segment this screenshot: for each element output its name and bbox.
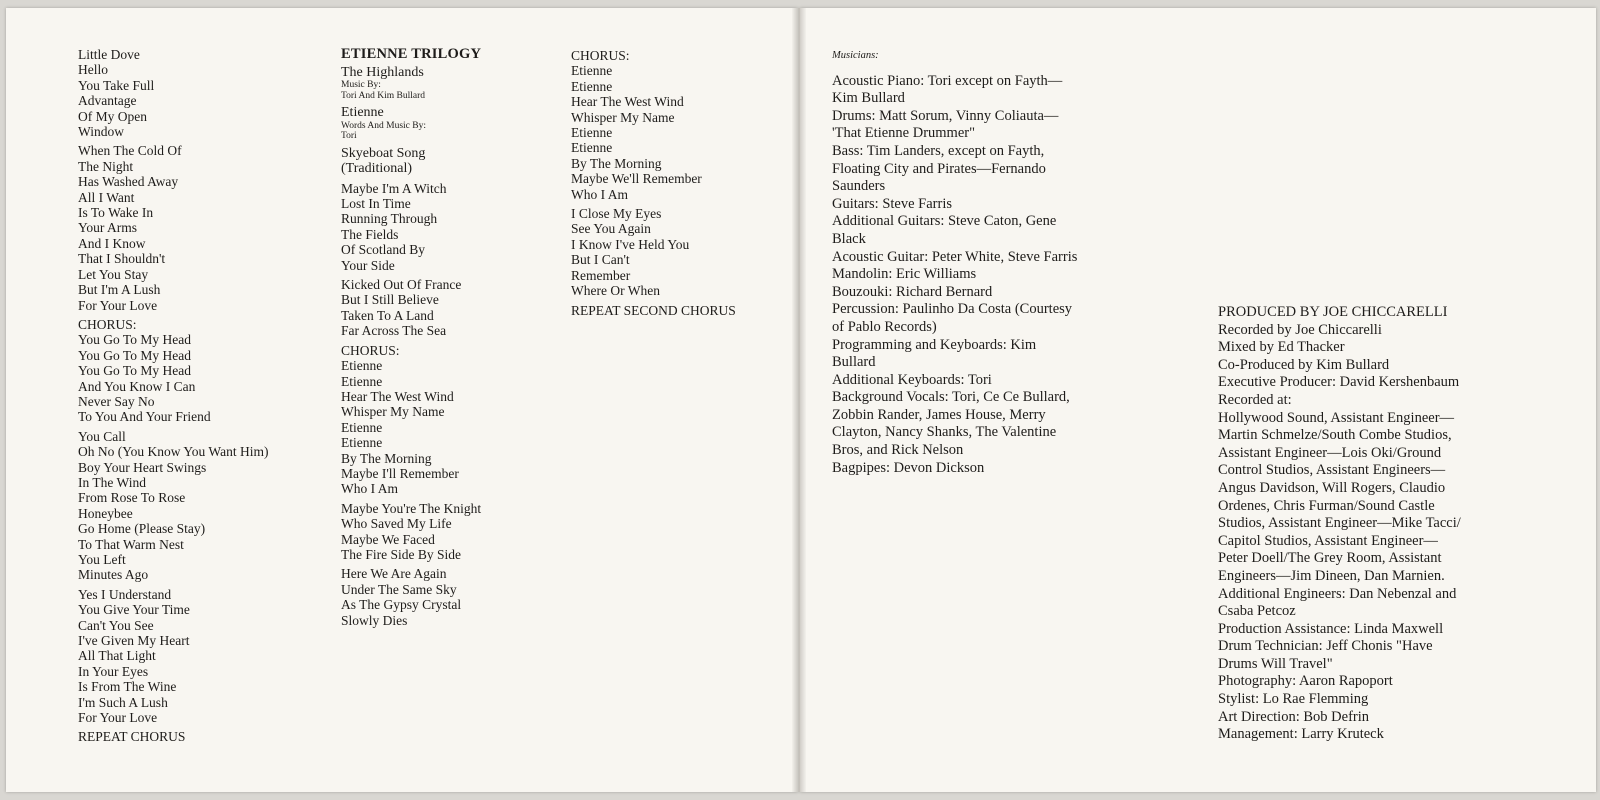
lyric-line: You Give Your Time bbox=[78, 602, 190, 618]
lyric-line: Who I Am bbox=[341, 481, 398, 497]
lyric-line: Has Washed Away bbox=[78, 174, 179, 190]
lyric-stanza bbox=[571, 206, 736, 298]
lyric-line: Etienne bbox=[341, 419, 383, 435]
lyric-line: But I Still Believe bbox=[341, 292, 439, 308]
credit-names: Tori bbox=[341, 131, 357, 142]
lyric-line: You Go To My Head bbox=[78, 363, 191, 379]
lyric-stanza bbox=[341, 277, 481, 339]
lyric-line: And You Know I Can bbox=[78, 378, 196, 394]
lyric-line: See You Again bbox=[571, 221, 651, 237]
lyric-line: For Your Love bbox=[78, 710, 158, 726]
lyric-line: Who Saved My Life bbox=[341, 516, 452, 532]
lyric-line: Etienne bbox=[571, 78, 613, 94]
musician-credit-line: Kim Bullard bbox=[832, 90, 905, 107]
lyric-line: Slowly Dies bbox=[341, 612, 408, 628]
lyric-line: Of Scotland By bbox=[341, 242, 425, 258]
lyric-line: Boy Your Heart Swings bbox=[78, 459, 207, 475]
production-credits bbox=[1218, 304, 1461, 744]
lyric-line: Hear The West Wind bbox=[571, 94, 684, 110]
lyric-line: Window bbox=[78, 124, 124, 140]
lyric-line: In The Wind bbox=[78, 474, 146, 490]
musician-credit-line: of Pablo Records) bbox=[832, 318, 937, 335]
lyric-line: When The Cold Of bbox=[78, 143, 182, 159]
production-credit-line: Stylist: Lo Rae Flemming bbox=[1218, 691, 1369, 708]
lyric-line: For Your Love bbox=[78, 297, 158, 313]
lyric-line: You Left bbox=[78, 552, 126, 567]
lyric-line: Under The Same Sky bbox=[341, 581, 457, 597]
musician-credit-line: Percussion: Paulinho Da Costa (Courtesy bbox=[832, 301, 1073, 318]
production-credit-line: Assistant Engineer—Lois Oki/Ground bbox=[1218, 444, 1442, 461]
lyric-line: CHORUS: bbox=[78, 316, 137, 332]
musician-credit-line: Background Vocals: Tori, Ce Ce Bullard, bbox=[832, 389, 1070, 406]
lyric-line: REPEAT CHORUS bbox=[78, 729, 186, 745]
lyric-stanza bbox=[341, 501, 481, 563]
lyric-line: Taken To A Land bbox=[341, 307, 434, 323]
credit-label: Words And Music By: bbox=[341, 120, 427, 131]
musician-credit-line: Mandolin: Eric Williams bbox=[832, 266, 977, 283]
lyric-line: Etienne bbox=[571, 63, 613, 79]
lyric-line: Maybe I'll Remember bbox=[341, 465, 459, 481]
production-credit-line: Mixed by Ed Thacker bbox=[1218, 339, 1345, 356]
lyric-line: By The Morning bbox=[571, 155, 662, 171]
production-credit-line: Art Direction: Bob Defrin bbox=[1218, 708, 1370, 725]
lyric-line: REPEAT SECOND CHORUS bbox=[571, 302, 736, 318]
musician-credit-line: Additional Keyboards: Tori bbox=[832, 371, 992, 388]
musician-credit-line: Acoustic Piano: Tori except on Fayth— bbox=[832, 72, 1063, 89]
credit-names: Tori And Kim Bullard bbox=[341, 90, 426, 101]
musician-credit-line: Saunders bbox=[832, 178, 886, 195]
production-credit-line: Recorded by Joe Chiccarelli bbox=[1218, 321, 1382, 338]
lyric-line: Etienne bbox=[571, 125, 613, 141]
production-credit-line: Recorded at: bbox=[1218, 391, 1292, 408]
lyric-line: I Close My Eyes bbox=[571, 206, 662, 222]
lyric-line: Whisper My Name bbox=[341, 404, 445, 420]
lyric-line: Never Say No bbox=[78, 393, 155, 409]
lyric-line: Little Dove bbox=[78, 47, 140, 62]
musician-credit-line: Bass: Tim Landers, except on Fayth, bbox=[832, 142, 1045, 159]
lyric-line: You Take Full bbox=[78, 77, 155, 93]
production-credit-line: Management: Larry Kruteck bbox=[1218, 726, 1384, 743]
production-credit-line: PRODUCED BY JOE CHICCARELLI bbox=[1218, 304, 1448, 320]
lyric-line: Let You Stay bbox=[78, 266, 149, 282]
lyric-line: Your Arms bbox=[78, 220, 138, 236]
production-credit-line: Peter Doell/The Grey Room, Assistant bbox=[1218, 550, 1442, 567]
booklet-spine bbox=[792, 8, 806, 792]
lyric-line: Advantage bbox=[78, 93, 137, 109]
lyric-line: The Fire Side By Side bbox=[341, 546, 461, 562]
lyric-line: Maybe You're The Knight bbox=[341, 500, 482, 516]
production-credit-line: Capitol Studios, Assistant Engineer— bbox=[1218, 532, 1438, 549]
lyric-line: Etienne bbox=[341, 373, 383, 389]
song-title: Etienne bbox=[341, 105, 384, 121]
musician-credit-line: Additional Guitars: Steve Caton, Gene bbox=[832, 213, 1057, 230]
lyric-line: Maybe We Faced bbox=[341, 531, 435, 547]
lyric-line: Honeybee bbox=[78, 505, 133, 521]
lyric-line: By The Morning bbox=[341, 450, 432, 466]
musician-credit-line: Bros, and Rick Nelson bbox=[832, 442, 964, 459]
lyric-line: To You And Your Friend bbox=[78, 409, 211, 425]
lyrics-column-2 bbox=[341, 45, 481, 632]
lyric-line: Go Home (Please Stay) bbox=[78, 521, 206, 537]
lyric-stanza bbox=[78, 143, 268, 312]
production-credit-line: Martin Schmelze/South Combe Studios, bbox=[1218, 427, 1452, 444]
production-credit-line: Hollywood Sound, Assistant Engineer— bbox=[1218, 409, 1455, 426]
lyric-line: Etienne bbox=[571, 140, 613, 156]
lyric-line: Is From The Wine bbox=[78, 679, 177, 695]
lyric-line: Maybe We'll Remember bbox=[571, 171, 702, 187]
lyric-stanza bbox=[571, 48, 736, 202]
lyric-line: Hear The West Wind bbox=[341, 388, 454, 404]
lyric-line: But I'm A Lush bbox=[78, 282, 161, 298]
song-credit-highlands bbox=[341, 65, 481, 101]
lyric-line: All I Want bbox=[78, 189, 135, 205]
song-note: (Traditional) bbox=[341, 161, 413, 177]
lyric-line: Running Through bbox=[341, 211, 438, 227]
production-credit-line: Csaba Petcoz bbox=[1218, 603, 1296, 620]
lyric-line: As The Gypsy Crystal bbox=[341, 597, 462, 613]
musician-credit-line: Drums: Matt Sorum, Vinny Coliauta— bbox=[832, 107, 1059, 124]
musician-credit-line: Guitars: Steve Farris bbox=[832, 195, 953, 212]
musician-credit-line: Zobbin Rander, James House, Merry bbox=[832, 406, 1046, 423]
musician-credit-line: Bagpipes: Devon Dickson bbox=[832, 459, 985, 476]
lyric-line: Where Or When bbox=[571, 283, 660, 299]
lyrics-column-1 bbox=[78, 47, 268, 749]
song-credit-skyeboat bbox=[341, 146, 481, 177]
lyric-line: All That Light bbox=[78, 648, 156, 664]
production-credit-line: Additional Engineers: Dan Nebenzal and bbox=[1218, 585, 1457, 602]
lyric-stanza bbox=[341, 181, 481, 273]
lyric-line: Maybe I'm A Witch bbox=[341, 180, 447, 196]
lyric-line: Remember bbox=[571, 267, 631, 283]
lyric-line: That I Shouldn't bbox=[78, 251, 166, 267]
lyric-line: But I Can't bbox=[571, 252, 630, 268]
production-credit-line: Engineers—Jim Dineen, Dan Marnien. bbox=[1218, 567, 1445, 584]
lyric-stanza bbox=[341, 343, 481, 497]
credit-label: Music By: bbox=[341, 80, 381, 91]
lyric-line: You Go To My Head bbox=[78, 332, 191, 348]
lyric-line: Of My Open bbox=[78, 108, 147, 124]
musician-credit-line: Black bbox=[832, 230, 866, 247]
musician-credit-line: Bouzouki: Richard Bernard bbox=[832, 283, 993, 300]
lyric-line: Is To Wake In bbox=[78, 205, 154, 221]
lyric-line: Oh No (You Know You Want Him) bbox=[78, 444, 269, 460]
production-credit-line: Photography: Aaron Rapoport bbox=[1218, 673, 1393, 690]
musicians-list bbox=[832, 73, 1077, 478]
lyric-line: Etienne bbox=[341, 435, 383, 451]
lyric-line: Can't You See bbox=[78, 617, 154, 633]
musician-credit-line: Acoustic Guitar: Peter White, Steve Farris bbox=[832, 248, 1078, 265]
trilogy-lyrics bbox=[341, 181, 481, 628]
musician-credit-line: Floating City and Pirates—Fernando bbox=[832, 160, 1046, 177]
lyric-line: And I Know bbox=[78, 235, 146, 251]
lyric-line: From Rose To Rose bbox=[78, 490, 186, 506]
lyric-stanza bbox=[78, 429, 268, 583]
lyric-line: Etienne bbox=[341, 358, 383, 374]
lyric-line: Your Side bbox=[341, 257, 395, 273]
song-credit-etienne bbox=[341, 105, 481, 141]
song-title: The Highlands bbox=[341, 65, 424, 80]
lyric-line: Who I Am bbox=[571, 186, 628, 202]
lyric-line: CHORUS: bbox=[571, 48, 630, 63]
lyric-stanza bbox=[78, 317, 268, 425]
production-credit-line: Studios, Assistant Engineer—Mike Tacci/ bbox=[1218, 515, 1461, 532]
musician-credit-line: Clayton, Nancy Shanks, The Valentine bbox=[832, 424, 1057, 441]
lyric-stanza bbox=[571, 303, 736, 318]
lyric-line: Far Across The Sea bbox=[341, 323, 447, 339]
lyric-line: Kicked Out Of France bbox=[341, 277, 462, 293]
lyric-line: CHORUS: bbox=[341, 342, 400, 358]
lyric-line: Yes I Understand bbox=[78, 586, 172, 602]
production-credit-line: Ordenes, Chris Furman/Sound Castle bbox=[1218, 497, 1435, 514]
musician-credit-line: Bullard bbox=[832, 354, 876, 371]
lyric-line: Whisper My Name bbox=[571, 109, 675, 125]
lyric-line: I've Given My Heart bbox=[78, 633, 190, 649]
musician-credit-line: 'That Etienne Drummer" bbox=[832, 125, 976, 142]
lyric-stanza bbox=[78, 729, 268, 744]
lyric-line: You Go To My Head bbox=[78, 347, 191, 363]
lyric-stanza bbox=[341, 566, 481, 628]
trilogy-heading: ETIENNE TRILOGY bbox=[341, 46, 482, 62]
lyric-line: The Night bbox=[78, 158, 134, 174]
lyric-line: Here We Are Again bbox=[341, 566, 447, 582]
lyric-line: I'm Such A Lush bbox=[78, 694, 168, 710]
production-credit-line: Drum Technician: Jeff Chonis "Have bbox=[1218, 638, 1433, 655]
musician-credit-line: Programming and Keyboards: Kim bbox=[832, 336, 1037, 353]
production-credit-line: Angus Davidson, Will Rogers, Claudio bbox=[1218, 479, 1446, 496]
lyric-line: To That Warm Nest bbox=[78, 536, 184, 552]
production-credit-line: Co-Produced by Kim Bullard bbox=[1218, 356, 1390, 373]
lyric-line: Hello bbox=[78, 62, 108, 78]
production-credit-line: Production Assistance: Linda Maxwell bbox=[1218, 620, 1444, 637]
lyric-line: Minutes Ago bbox=[78, 567, 149, 583]
lyric-stanza bbox=[78, 587, 268, 726]
lyric-line: Lost In Time bbox=[341, 196, 411, 212]
lyric-stanza bbox=[78, 47, 268, 139]
musicians-label: Musicians: bbox=[832, 50, 879, 61]
production-credit-line: Control Studios, Assistant Engineers— bbox=[1218, 462, 1446, 479]
lyric-line: I Know I've Held You bbox=[571, 236, 690, 252]
song-title: Skyeboat Song bbox=[341, 145, 426, 161]
lyric-line: The Fields bbox=[341, 226, 399, 242]
musicians-credits bbox=[832, 47, 1077, 477]
lyric-line: You Call bbox=[78, 428, 126, 444]
lyrics-column-3 bbox=[571, 48, 736, 322]
lyric-line: In Your Eyes bbox=[78, 663, 149, 679]
production-credit-line: Executive Producer: David Kershenbaum bbox=[1218, 374, 1460, 391]
production-credit-line: Drums Will Travel" bbox=[1218, 655, 1333, 672]
